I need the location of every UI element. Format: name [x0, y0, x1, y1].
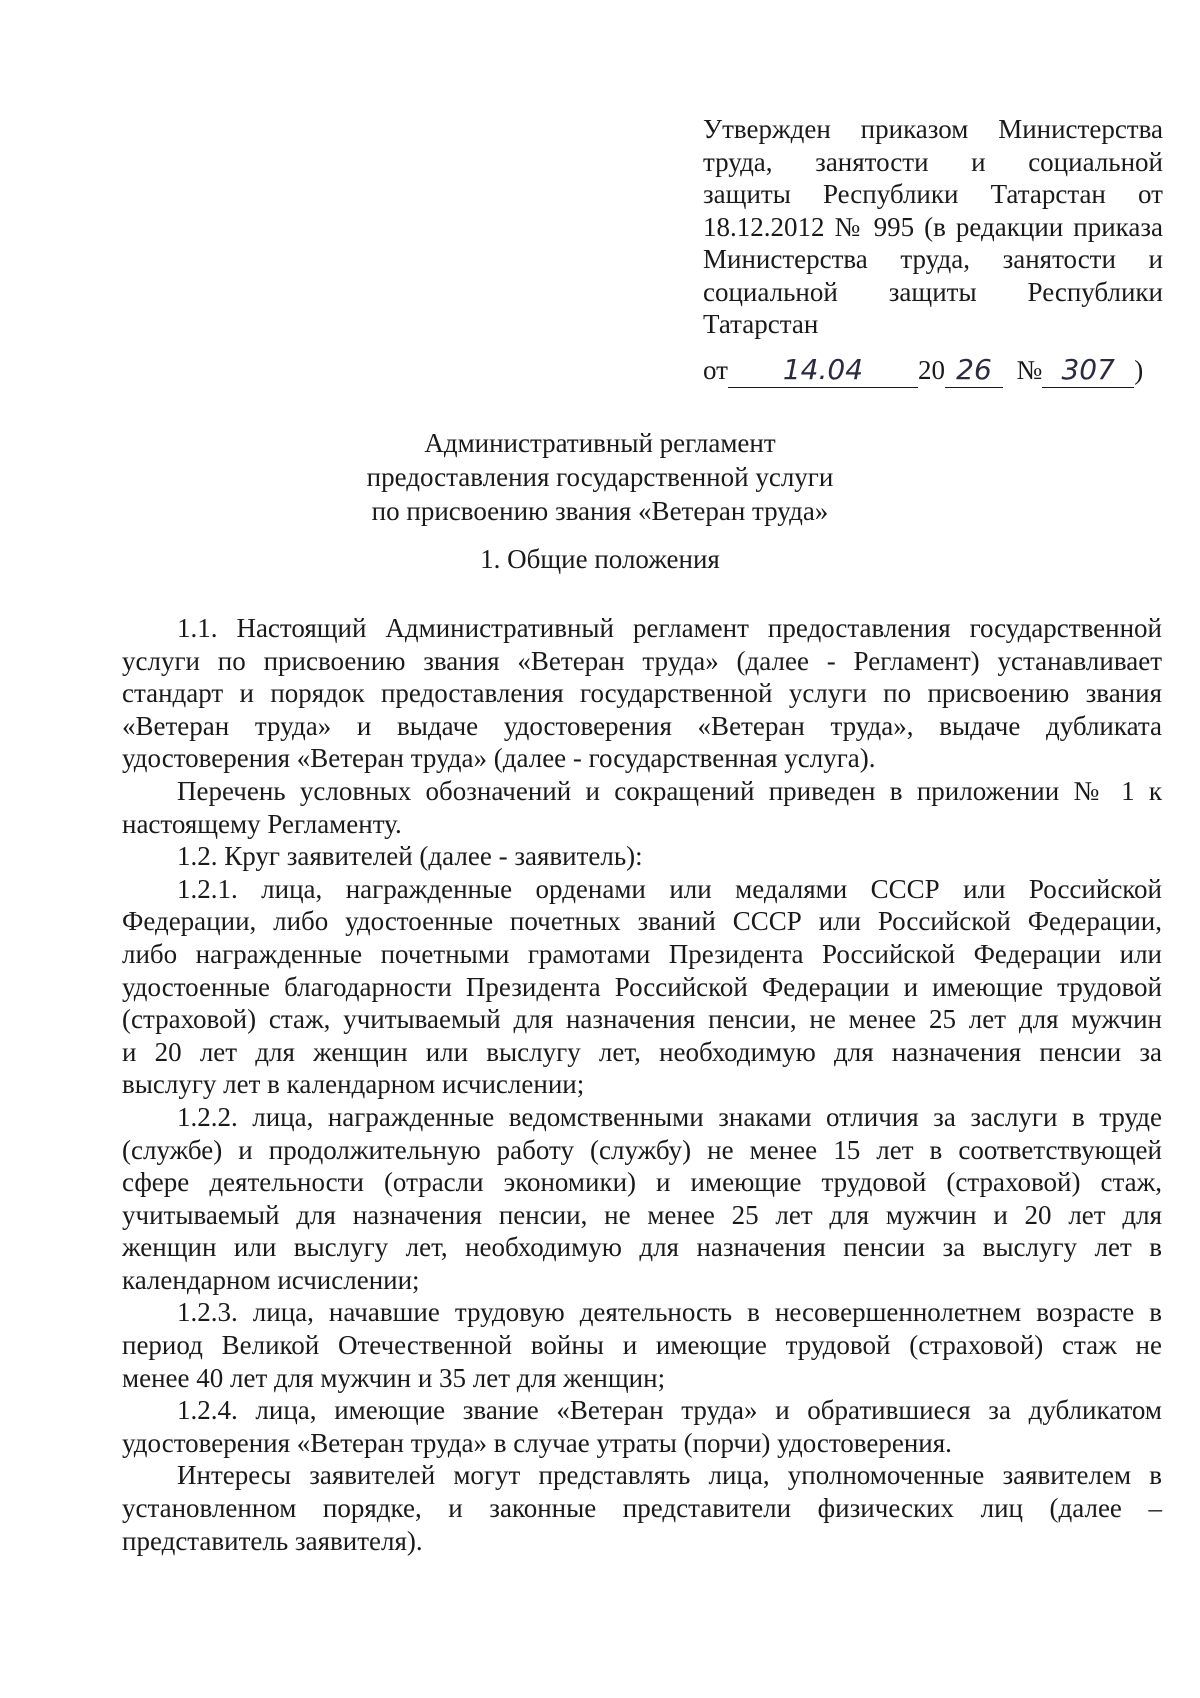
title-line-2: предоставления государственной услуги [366, 462, 834, 492]
body-line: Федерации, либо удостоенные почетных званий СССР или Российской Федерации, [122, 906, 1162, 937]
body-line: учитываемый для назначения пенсии, не менее 25 лет для мужчин и 20 лет для [122, 1199, 1162, 1230]
approval-line-2: труда, занятости и социальной [703, 146, 1163, 177]
approval-line-1: Утвержден приказом Министерства [703, 114, 1163, 144]
body-line: и 20 лет для женщин или выслугу лет, необходимую для назначения пенсии за [122, 1036, 1162, 1067]
body-line: Перечень условных обозначений и сокращений приведен в приложении № 1 к [177, 775, 1162, 806]
section-heading: 1. Общие положения [480, 544, 720, 574]
year-prefix: 20 [917, 355, 945, 385]
body-line: календарном исчислении; [122, 1264, 420, 1295]
handwritten-date: 14.04 [728, 357, 918, 388]
body-line: сфере деятельности (отрасли экономики) и имеющие трудовой (страховой) стаж, [122, 1167, 1162, 1198]
body-line: 1.1. Настоящий Административный регламент предоставления государственной [177, 613, 1162, 643]
body-line: (страховой) стаж, учитываемый для назначения пенсии, не менее 25 лет для мужчин [122, 1004, 1162, 1035]
date-prefix: от [703, 355, 728, 385]
body-line: 1.2. Круг заявителей (далее - заявитель): [177, 841, 643, 872]
body-line: удостоверения «Ветеран труда» в случае утраты (порчи) удостоверения. [122, 1427, 952, 1458]
approval-line-4: 18.12.2012 № 995 (в редакции приказа [703, 211, 1163, 242]
body-line: 1.2.4. лица, имеющие звание «Ветеран труда» и обратившиеся за дубликатом [177, 1395, 1162, 1426]
closing-paren: ) [1134, 355, 1144, 385]
document-body [122, 612, 1162, 1557]
body-line: (службе) и продолжительную работу (службу) не менее 15 лет в соответствующей [122, 1134, 1162, 1165]
body-line: либо награжденные почетными грамотами Президента Российской Федерации или [122, 938, 1162, 969]
body-line: удостоверения «Ветеран труда» (далее - государственная услуга). [122, 743, 876, 774]
approval-date-line [703, 352, 1163, 388]
body-line: представитель заявителя). [122, 1525, 423, 1556]
body-line: период Великой Отечественной войны и имеющие трудовой (страховой) стаж не [122, 1330, 1162, 1361]
body-line: Интересы заявителей могут представлять лица, уполномоченные заявителем в [177, 1460, 1162, 1491]
body-line: выслугу лет в календарном исчислении; [122, 1069, 585, 1100]
body-line: женщин или выслугу лет, необходимую для назначения пенсии за выслугу лет в [122, 1232, 1162, 1263]
body-line: 1.2.3. лица, начавшие трудовую деятельность в несовершеннолетнем возрасте в [177, 1297, 1162, 1328]
body-line: услуги по присвоению звания «Ветеран труда» (далее - Регламент) устанавливает [122, 645, 1162, 676]
body-line: настоящему Регламенту. [122, 808, 402, 839]
number-sign: № [1016, 355, 1043, 385]
approval-line-5: Министерства труда, занятости и [703, 244, 1163, 274]
body-line: удостоенные благодарности Президента Российской Федерации и имеющие трудовой [122, 971, 1162, 1002]
body-line: менее 40 лет для мужчин и 35 лет для женщин; [122, 1362, 666, 1393]
approval-stamp-block [703, 113, 1163, 341]
body-line: установленном порядке, и законные представители физических лиц (далее – [122, 1493, 1162, 1524]
body-line: 1.2.2. лица, награжденные ведомственными знаками отличия за заслуги в труде [177, 1101, 1162, 1132]
body-line: 1.2.1. лица, награжденные орденами или медалями СССР или Российской [177, 873, 1162, 904]
approval-line-6: социальной защиты Республики [703, 276, 1163, 307]
title-line-3: по присвоению звания «Ветеран труда» [371, 496, 829, 526]
title-line-1: Административный регламент [424, 428, 776, 458]
handwritten-year: 26 [945, 357, 1003, 388]
approval-line-7: Татарстан [703, 309, 819, 339]
approval-line-3: защиты Республики Татарстан от [703, 179, 1163, 209]
body-line: стандарт и порядок предоставления государственной услуги по присвоению звания [122, 678, 1162, 709]
body-line: «Ветеран труда» и выдаче удостоверения «Ветеран труда», выдаче дубликата [122, 710, 1162, 741]
document-title [0, 426, 1200, 528]
handwritten-number: 307 [1042, 357, 1134, 388]
